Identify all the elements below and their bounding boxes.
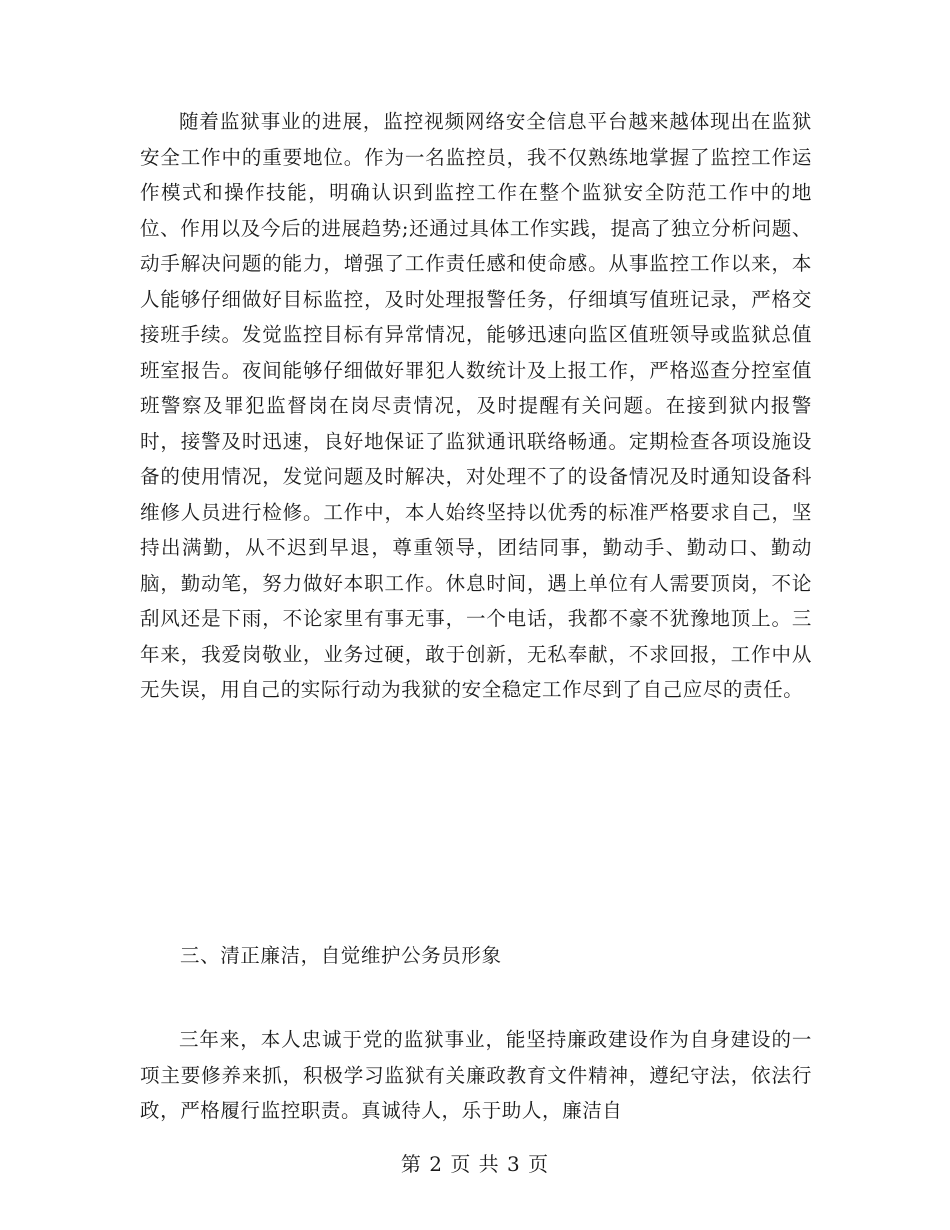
- body-paragraph: 三年来，本人忠诚于党的监狱事业，能坚持廉政建设作为自身建设的一项主要修养来抓，积极学习监狱有关廉政教育文件精神，遵纪守法，依法行政，严格履行监控职责。真诚待人，乐于助人，廉洁自: [140, 1028, 812, 1122]
- section-heading: 三、清正廉洁，自觉维护公务员形象: [180, 944, 502, 967]
- body-paragraph: 随着监狱事业的进展，监控视频网络安全信息平台越来越体现出在监狱安全工作中的重要地位。作为一名监控员，我不仅熟练地掌握了监控工作运作模式和操作技能，明确认识到监控工作在整个监狱安全防范工作中的地位、作用以及今后的进展趋势;还通过具体工作实践，提高了独立分析问题、动手解决问题的能力，增强了工作责任感和使命感。从事监控工作以来，本人能够仔细做好目标监控，及时处理报警任务，仔细填写值班记录，严格交接班手续。发觉监控目标有异常情况，能够迅速向监区值班领导或监狱总值班室报告。夜间能够仔细做好罪犯人数统计及上报工作，严格巡查分控室值班警察及罪犯监督岗在岗尽责情况，及时提醒有关问题。在接到狱内报警时，接警及时迅速，良好地保证了监狱通讯联络畅通。定期检查各项设施设备的使用情况，发觉问题及时解决，对处理不了的设备情况及时通知设备科维修人员进行检修。工作中，本人始终坚持以优秀的标准严格要求自己，坚持出满勤，从不迟到早退，尊重领导，团结同事，勤动手、勤动口、勤动脑，勤动笔，努力做好本职工作。休息时间，遇上单位有人需要顶岗，不论刮风还是下雨，不论家里有事无事，一个电话，我都不豪不犹豫地顶上。三年来，我爱岗敬业，业务过硬，敢于创新，无私奉献，不求回报，工作中从无失误，用自己的实际行动为我狱的安全稳定工作尽到了自己应尽的责任。: [140, 110, 812, 701]
- page-number-footer: 第 2 页 共 3 页: [400, 1152, 550, 1176]
